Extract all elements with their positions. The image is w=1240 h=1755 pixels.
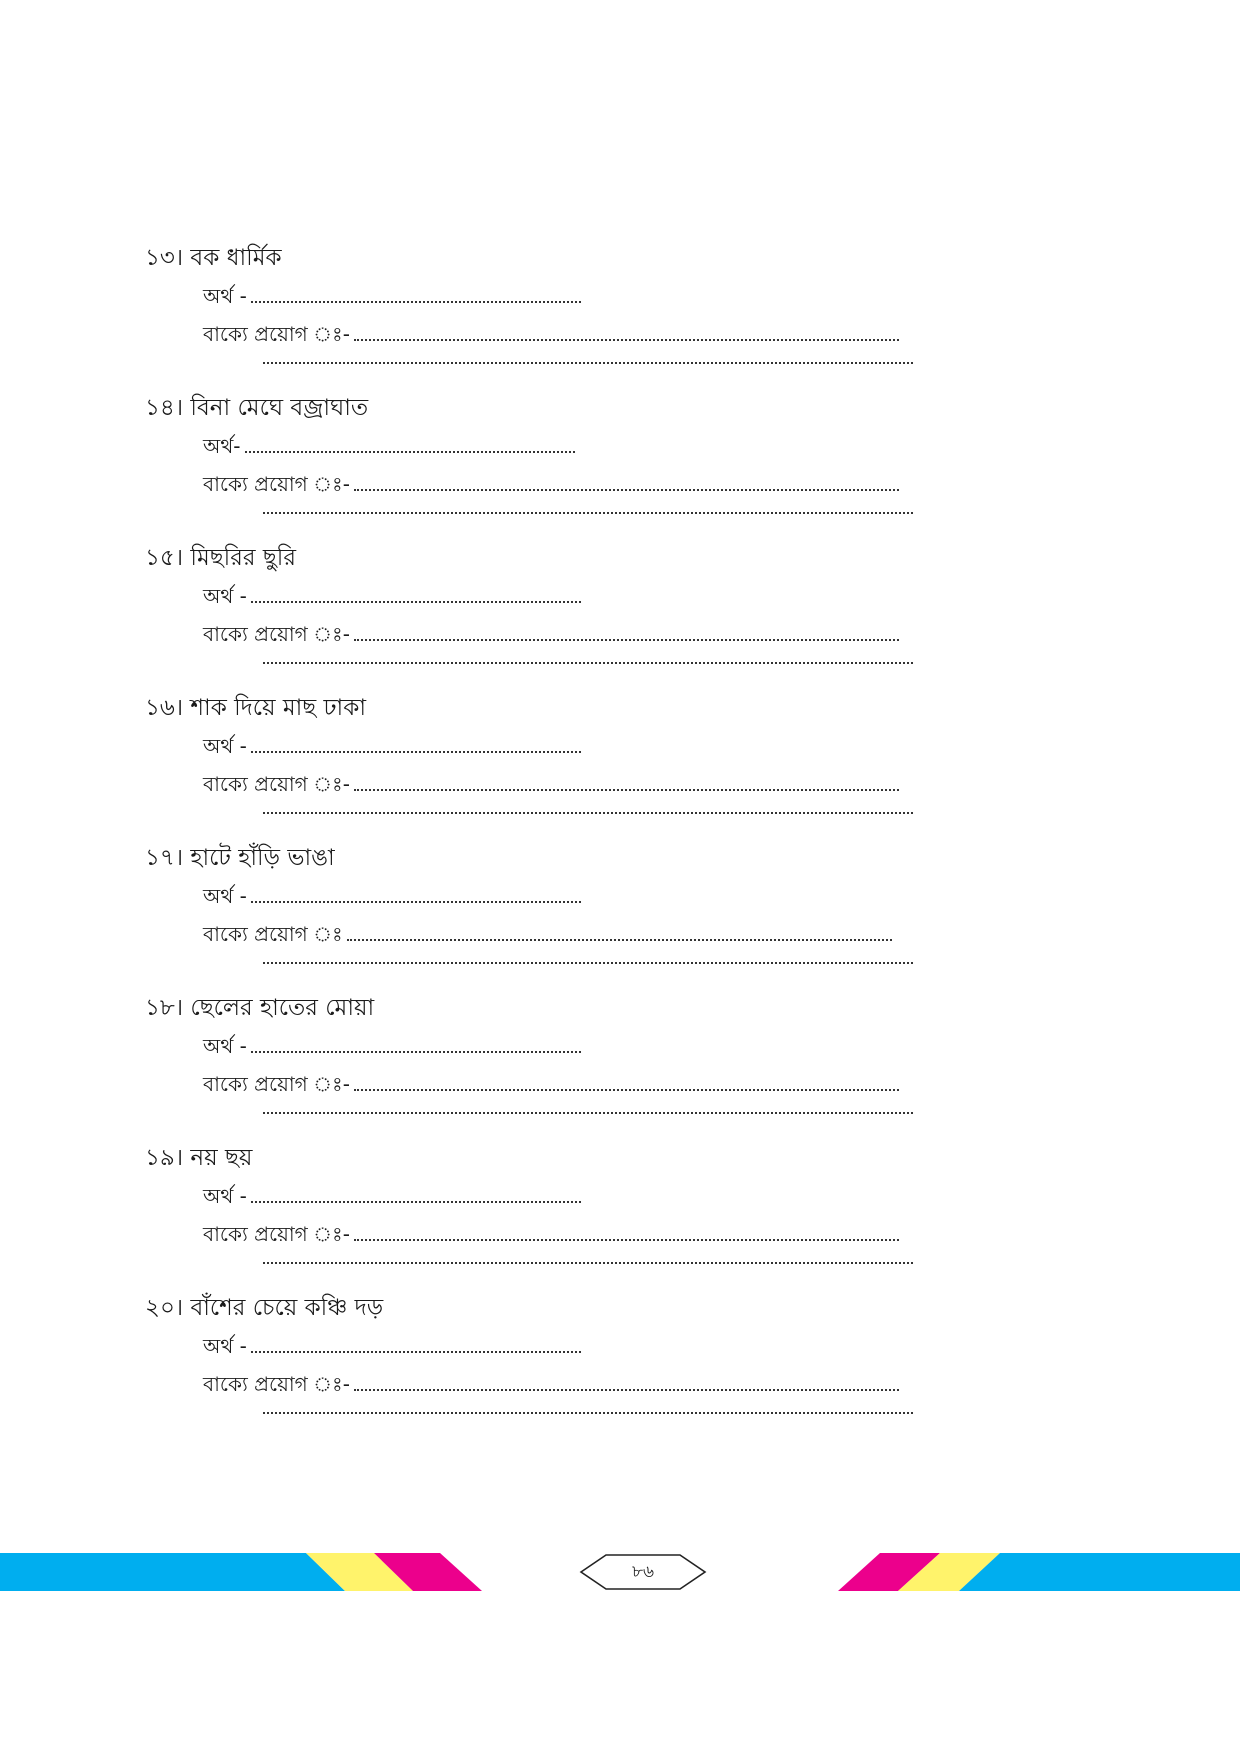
- usage-line: [203, 1219, 899, 1249]
- usage-line: [203, 619, 899, 649]
- usage-continuation-blank: [263, 962, 913, 964]
- meaning-line: [203, 281, 581, 311]
- meaning-blank: [251, 283, 581, 303]
- usage-continuation-blank: [263, 512, 913, 514]
- usage-label: বাক্যে প্রয়োগ ঃ: [203, 922, 343, 946]
- meaning-line: [203, 431, 575, 461]
- exercise-item: [0, 1140, 1240, 1290]
- idiom-heading: ১৩। বক ধার্মিক: [145, 245, 282, 271]
- idiom-heading: ১৯। নয় ছয়: [145, 1145, 253, 1171]
- meaning-blank: [251, 1033, 581, 1053]
- footer-band-right: [838, 1553, 1240, 1591]
- usage-continuation-blank: [263, 1262, 913, 1264]
- usage-label: বাক্যে প্রয়োগ ঃ-: [203, 622, 350, 646]
- meaning-label: অর্থ -: [203, 1034, 247, 1058]
- usage-blank: [347, 921, 892, 941]
- exercise-list: [0, 240, 1240, 1440]
- footer-stripe-graphic: [838, 1553, 1240, 1591]
- meaning-label: অর্থ -: [203, 584, 247, 608]
- usage-blank: [354, 771, 899, 791]
- idiom-heading: ২০। বাঁশের চেয়ে কঞ্চি দড়: [145, 1295, 384, 1321]
- idiom-heading: ১৮। ছেলের হাতের মোয়া: [145, 995, 375, 1021]
- usage-blank: [354, 1371, 899, 1391]
- idiom-heading: ১৪। বিনা মেঘে বজ্রাঘাত: [145, 395, 369, 421]
- usage-line: [203, 469, 899, 499]
- usage-blank: [354, 1071, 899, 1091]
- meaning-blank: [251, 1183, 581, 1203]
- exercise-item: [0, 240, 1240, 390]
- meaning-line: [203, 581, 581, 611]
- usage-label: বাক্যে প্রয়োগ ঃ-: [203, 472, 350, 496]
- meaning-label: অর্থ -: [203, 1334, 247, 1358]
- usage-blank: [354, 1221, 899, 1241]
- usage-continuation-blank: [263, 662, 913, 664]
- exercise-item: [0, 990, 1240, 1140]
- usage-continuation-blank: [263, 1112, 913, 1114]
- usage-blank: [354, 321, 899, 341]
- page-number: ৮৬: [631, 1562, 655, 1582]
- meaning-blank: [251, 883, 581, 903]
- meaning-line: [203, 1031, 581, 1061]
- usage-label: বাক্যে প্রয়োগ ঃ-: [203, 322, 350, 346]
- meaning-label: অর্থ -: [203, 884, 247, 908]
- usage-continuation-blank: [263, 362, 913, 364]
- usage-line: [203, 919, 892, 949]
- meaning-blank: [251, 583, 581, 603]
- usage-continuation-blank: [263, 812, 913, 814]
- exercise-item: [0, 1290, 1240, 1440]
- usage-line: [203, 319, 899, 349]
- meaning-line: [203, 881, 581, 911]
- usage-label: বাক্যে প্রয়োগ ঃ-: [203, 1222, 350, 1246]
- footer-band-left: [0, 1553, 482, 1591]
- idiom-heading: ১৫। মিছরির ছুরি: [145, 545, 297, 571]
- usage-line: [203, 769, 899, 799]
- meaning-blank: [245, 433, 575, 453]
- usage-label: বাক্যে প্রয়োগ ঃ-: [203, 1372, 350, 1396]
- meaning-label: অর্থ -: [203, 1184, 247, 1208]
- usage-line: [203, 1369, 899, 1399]
- exercise-item: [0, 840, 1240, 990]
- meaning-blank: [251, 1333, 581, 1353]
- meaning-line: [203, 731, 581, 761]
- usage-label: বাক্যে প্রয়োগ ঃ-: [203, 1072, 350, 1096]
- page-number-badge: [578, 1553, 708, 1591]
- exercise-item: [0, 540, 1240, 690]
- meaning-label: অর্থ -: [203, 734, 247, 758]
- cyan-stripe: [959, 1553, 1240, 1591]
- meaning-line: [203, 1181, 581, 1211]
- idiom-heading: ১৬। শাক দিয়ে মাছ ঢাকা: [145, 695, 366, 721]
- usage-blank: [354, 471, 899, 491]
- exercise-item: [0, 690, 1240, 840]
- usage-label: বাক্যে প্রয়োগ ঃ-: [203, 772, 350, 796]
- footer-stripe-graphic: [0, 1553, 482, 1591]
- idiom-heading: ১৭। হাটে হাঁড়ি ভাঙা: [145, 845, 335, 871]
- cyan-stripe: [0, 1553, 345, 1591]
- meaning-blank: [251, 733, 581, 753]
- meaning-line: [203, 1331, 581, 1361]
- usage-blank: [354, 621, 899, 641]
- exercise-item: [0, 390, 1240, 540]
- usage-line: [203, 1069, 899, 1099]
- meaning-label: অর্থ -: [203, 284, 247, 308]
- usage-continuation-blank: [263, 1412, 913, 1414]
- meaning-label: অর্থ-: [203, 434, 241, 458]
